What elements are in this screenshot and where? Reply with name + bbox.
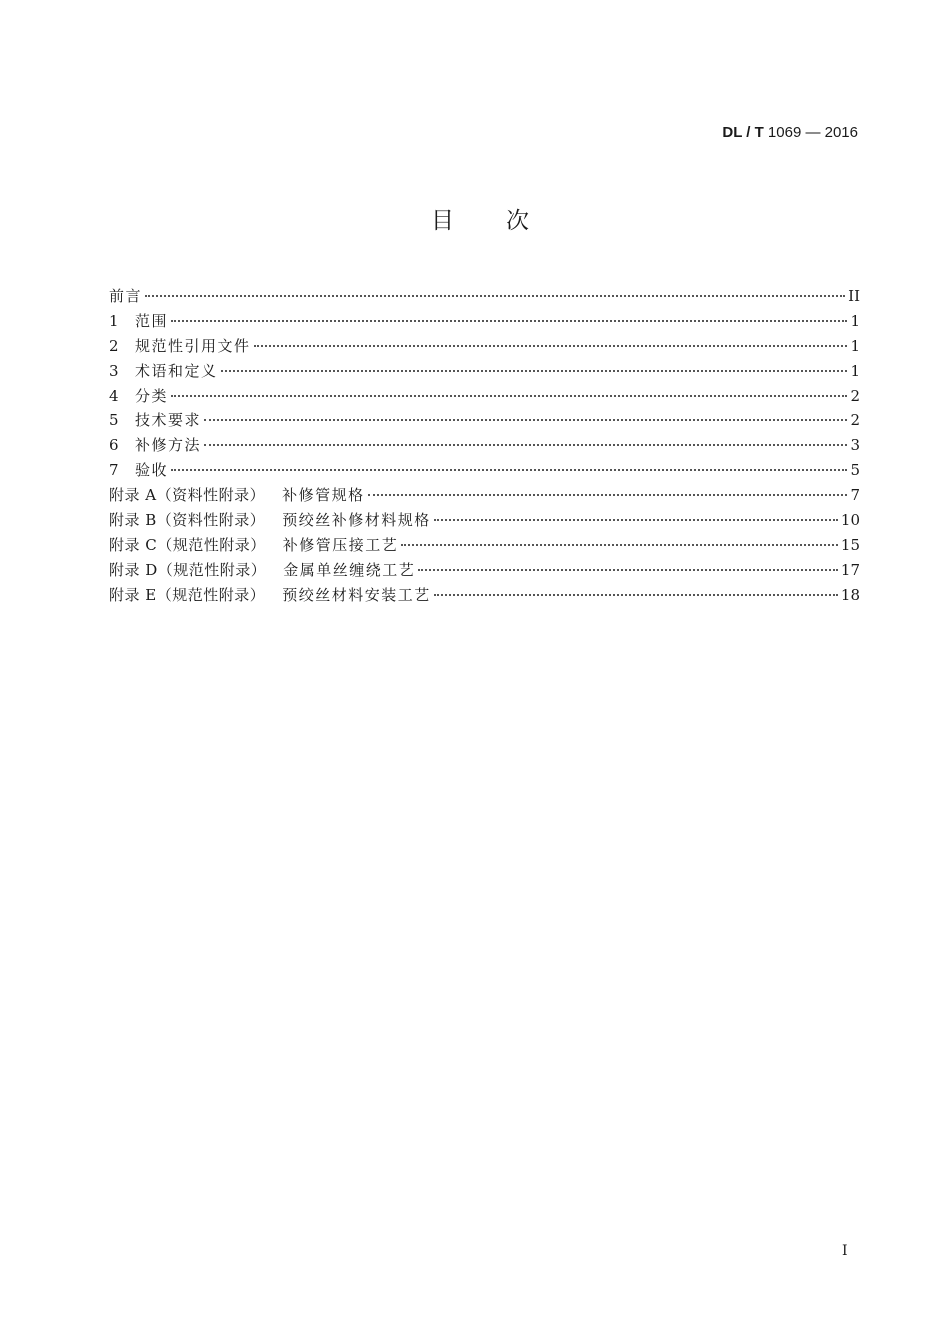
toc-appendix-label: 附录 D（规范性附录） (109, 560, 267, 579)
page-title: 目次 (431, 208, 581, 234)
toc-entry-number: 6 (109, 436, 119, 455)
toc-dot-leader (145, 295, 845, 297)
toc-dot-leader (434, 594, 838, 596)
toc-entry-appendix-a[interactable] (109, 483, 860, 508)
toc-entry-number: 7 (109, 461, 119, 480)
toc-dot-leader (171, 395, 847, 397)
standard-code (722, 124, 858, 141)
page-number: I (842, 1243, 848, 1259)
toc-dot-leader (221, 370, 848, 372)
toc-appendix-title: 补修管规格 (282, 486, 365, 505)
toc-dot-leader (171, 469, 847, 471)
toc-appendix-label: 附录 B（资料性附录） (109, 511, 266, 530)
toc-entry-number: 2 (109, 336, 119, 355)
toc-entry-appendix-b[interactable] (109, 508, 860, 533)
toc-entry-page: 1 (850, 361, 860, 380)
toc-entry-label: 分类 (135, 386, 169, 405)
toc-dot-leader (171, 320, 847, 322)
toc-appendix-label: 附录 C（规范性附录） (109, 535, 266, 554)
toc-entry-1[interactable] (109, 309, 860, 334)
toc-dot-leader (204, 419, 847, 421)
toc-entry-page: 10 (840, 511, 860, 530)
toc-appendix-label: 附录 A（资料性附录） (109, 486, 266, 505)
toc-entry-page: 5 (850, 461, 860, 480)
toc-appendix-title: 预绞丝补修材料规格 (282, 511, 431, 530)
toc-dot-leader (401, 544, 838, 546)
toc-entry-label: 范围 (135, 311, 169, 330)
toc-entry-label: 术语和定义 (135, 361, 218, 380)
toc-entry-label: 验收 (135, 461, 169, 480)
toc-entry-page: 18 (840, 585, 860, 604)
standard-code-number: 1069 — 2016 (767, 124, 858, 141)
toc-entry-3[interactable] (109, 359, 860, 384)
toc-appendix-title: 预绞丝材料安装工艺 (282, 585, 431, 604)
toc-entry-label: 规范性引用文件 (135, 336, 251, 355)
toc-dot-leader (204, 444, 847, 446)
table-of-contents (109, 284, 860, 608)
toc-entry-page: 15 (840, 535, 860, 554)
toc-entry-7[interactable] (109, 458, 860, 483)
toc-dot-leader (254, 345, 848, 347)
toc-entry-page: 1 (850, 311, 860, 330)
toc-dot-leader (418, 569, 838, 571)
toc-entry-number: 5 (109, 411, 119, 430)
toc-entry-label: 前言 (109, 287, 143, 305)
toc-dot-leader (434, 519, 838, 521)
toc-entry-page: 17 (840, 560, 860, 579)
toc-entry-foreword[interactable] (109, 284, 860, 309)
toc-entry-2[interactable] (109, 334, 860, 359)
toc-entry-label: 补修方法 (135, 436, 202, 455)
toc-entry-page: 7 (850, 486, 860, 505)
toc-entry-appendix-c[interactable] (109, 533, 860, 558)
toc-entry-number: 4 (109, 386, 119, 405)
toc-entry-number: 3 (109, 361, 119, 380)
toc-entry-number: 1 (109, 311, 119, 330)
toc-entry-appendix-e[interactable] (109, 583, 860, 608)
toc-entry-5[interactable] (109, 408, 860, 433)
toc-dot-leader (368, 494, 848, 496)
toc-entry-page: 2 (850, 411, 860, 430)
standard-code-prefix: DL / T (722, 124, 764, 141)
toc-appendix-title: 补修管压接工艺 (282, 535, 399, 554)
toc-entry-page: 3 (850, 436, 860, 455)
toc-entry-label: 技术要求 (135, 411, 202, 430)
toc-entry-page: 2 (850, 386, 860, 405)
toc-entry-6[interactable] (109, 433, 860, 458)
toc-appendix-title: 金属单丝缠绕工艺 (283, 560, 416, 579)
toc-entry-page: II (848, 287, 860, 305)
toc-appendix-label: 附录 E（规范性附录） (109, 585, 266, 604)
toc-entry-4[interactable] (109, 384, 860, 409)
toc-entry-appendix-d[interactable] (109, 558, 860, 583)
toc-entry-page: 1 (850, 336, 860, 355)
